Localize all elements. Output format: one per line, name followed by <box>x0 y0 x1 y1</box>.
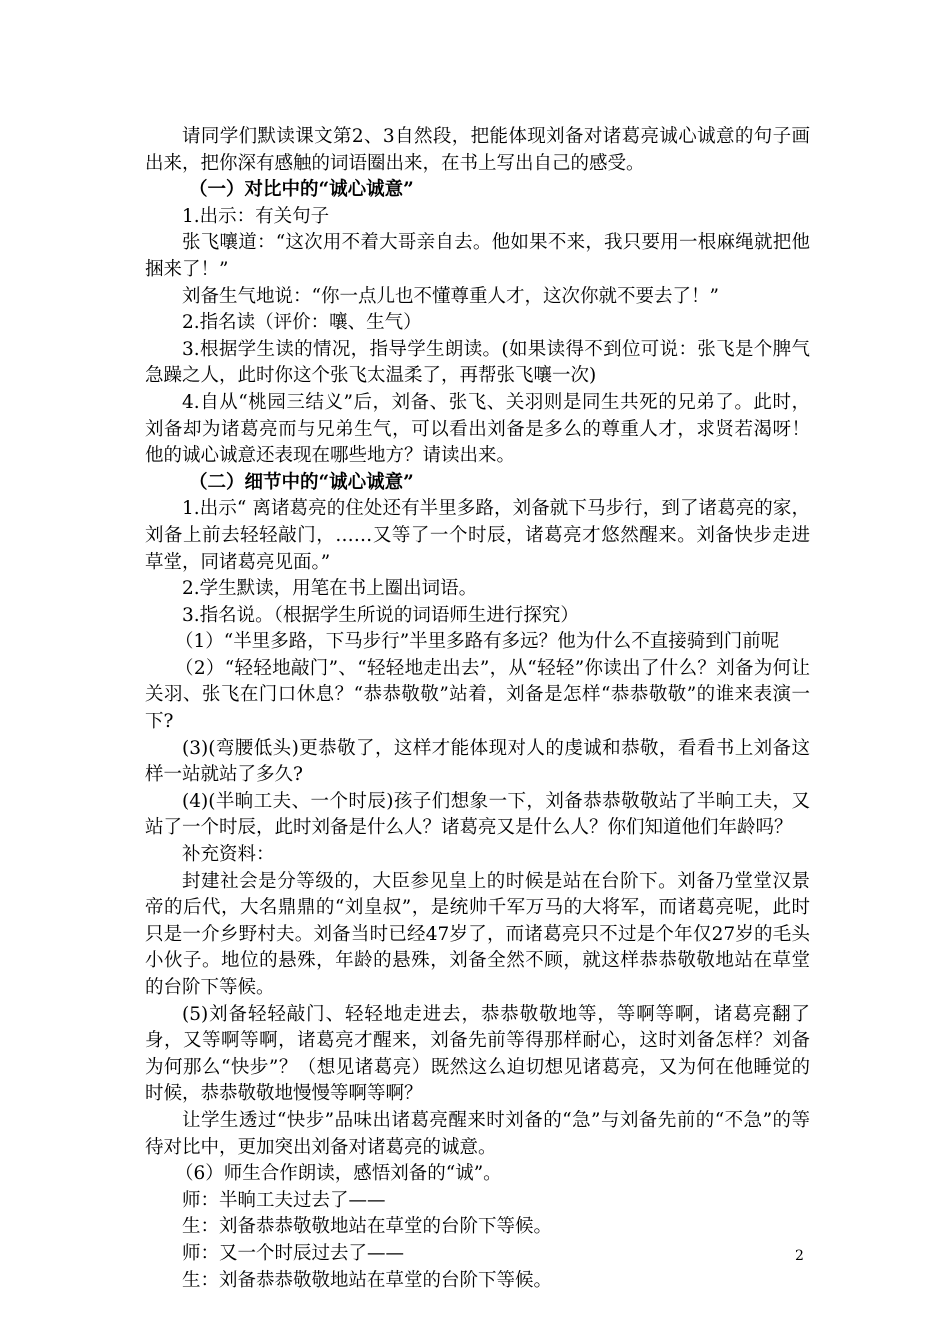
section-heading: （一）对比中的“诚心诚意” <box>189 179 414 201</box>
paragraph: 封建社会是分等级的，大臣参见皇上的时候是站在台阶下。刘备乃堂堂汉景帝的后代，大名鼎鼎的“刘皇叔”，是统帅千军万马的大将军，而诸葛亮呢，此时只是一介乡野村夫。刘备当时已经47岁了，而诸葛亮只不过是个年仅27岁的毛头小伙子。地位的悬殊，年龄的悬殊，刘备全然不顾，就这样恭恭敬敬地站在草堂的台阶下等候。 <box>145 870 810 998</box>
paragraph: 1.出示：有关句子 <box>182 205 330 227</box>
paragraph: 生：刘备恭恭敬敬地站在草堂的台阶下等候。 <box>182 1216 553 1238</box>
paragraph: 刘备生气地说：“你一点儿也不懂尊重人才，这次你就不要去了！” <box>182 285 719 307</box>
document-body <box>145 124 810 1294</box>
paragraph: （1）“半里多路，下马步行”半里多路有多远？他为什么不直接骑到门前呢 <box>175 631 780 653</box>
paragraph: 补充资料： <box>182 844 275 866</box>
paragraph: (3)(弯腰低头)更恭敬了，这样才能体现对人的虔诚和恭敬，看看书上刘备这样一站就站了多久? <box>145 737 810 786</box>
paragraph: 2.学生默读，用笔在书上圈出词语。 <box>182 578 478 600</box>
page-number: 2 <box>795 1248 804 1264</box>
paragraph: 4.自从“桃园三结义”后，刘备、张飞、关羽则是同生共死的兄弟了。此时，刘备却为诸葛亮而与兄弟生气，可以看出刘备是多么的尊重人才，求贤若渴呀！他的诚心诚意还表现在哪些地方？请读出来。 <box>145 391 810 467</box>
paragraph: 2.指名读（评价：嚷、生气） <box>182 312 422 334</box>
paragraph: 生：刘备恭恭敬敬地站在草堂的台阶下等候。 <box>182 1269 553 1291</box>
paragraph: 让学生透过“快步”品味出诸葛亮醒来时刘备的“急”与刘备先前的“不急”的等待对比中，更加突出刘备对诸葛亮的诚意。 <box>145 1109 810 1158</box>
paragraph: 请同学们默读课文第2、3自然段，把能体现刘备对诸葛亮诚心诚意的句子画出来，把你深有感触的词语圈出来，在书上写出自己的感受。 <box>145 126 810 174</box>
paragraph: (4)(半晌工夫、一个时辰)孩子们想象一下，刘备恭恭敬敬站了半晌工夫，又站了一个时辰，此时刘备是什么人？诸葛亮又是什么人？你们知道他们年龄吗？ <box>145 790 810 839</box>
paragraph: 1.出示“ 离诸葛亮的住处还有半里多路，刘备就下马步行，到了诸葛亮的家，刘备上前去轻轻敲门，……又等了一个时辰，诸葛亮才悠然醒来。刘备快步走进草堂，同诸葛亮见面。” <box>145 498 810 573</box>
paragraph: 师：又一个时辰过去了—— <box>182 1242 405 1264</box>
paragraph: (5)刘备轻轻敲门、轻轻地走进去，恭恭敬敬地等，等啊等啊，诸葛亮翻了身，又等啊等啊，诸葛亮才醒来，刘备先前等得那样耐心，这时刘备怎样？刘备为何那么“快步”？（想见诸葛亮）既然这么迫切想见诸葛亮，又为何在他睡觉的时候，恭恭敬敬地慢慢等啊等啊？ <box>145 1003 810 1105</box>
paragraph: 张飞嚷道：“这次用不着大哥亲自去。他如果不来，我只要用一根麻绳就把他捆来了！” <box>145 232 810 280</box>
paragraph: 3.指名说。（根据学生所说的词语师生进行探究） <box>182 604 579 626</box>
paragraph: 3.根据学生读的情况，指导学生朗读。(如果读得不到位可说：张飞是个脾气急躁之人，此时你这个张飞太温柔了，再帮张飞嚷一次) <box>145 338 810 387</box>
paragraph: 师：半晌工夫过去了—— <box>182 1189 386 1211</box>
paragraph: （6）师生合作朗读，感悟刘备的“诚”。 <box>175 1163 502 1185</box>
section-heading: （二）细节中的“诚心诚意” <box>189 471 414 493</box>
paragraph: （2）“轻轻地敲门”、“轻轻地走出去”，从“轻轻”你读出了什么？刘备为何让关羽、张飞在门口休息？“恭恭敬敬”站着，刘备是怎样“恭恭敬敬”的谁来表演一下? <box>145 657 810 733</box>
